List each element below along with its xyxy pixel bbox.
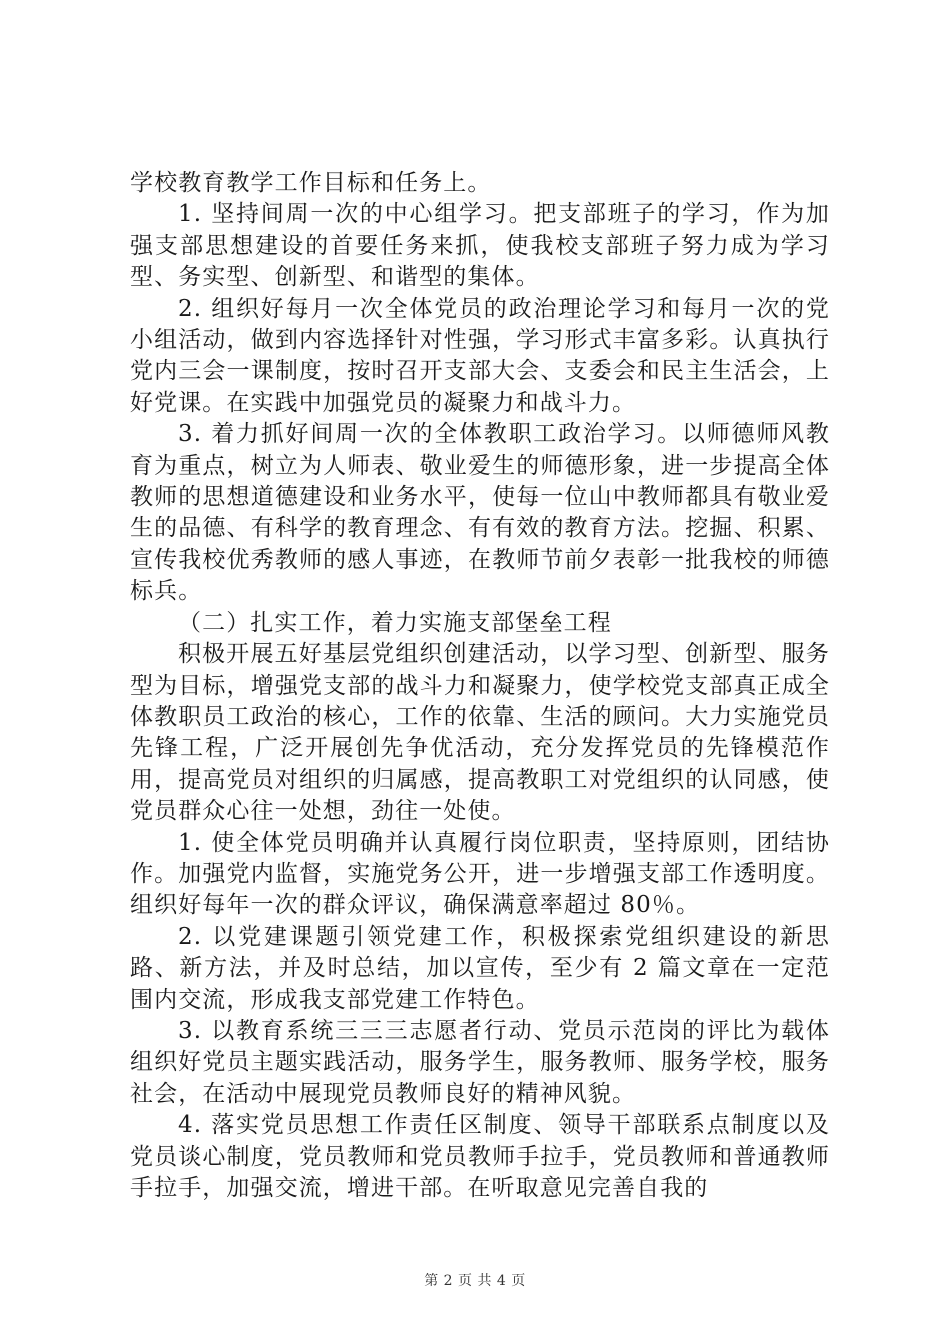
paragraph-section-item-2: 2. 以党建课题引领党建工作，积极探索党组织建设的新思路、新方法，并及时总结，加以宣传，至少有 2 篇文章在一定范围内交流，形成我支部党建工作特色。	[130, 923, 830, 1013]
paragraph-item-3: 3. 着力抓好间周一次的全体教职工政治学习。以师德师风教育为重点，树立为人师表、敬业爱生的师德形象，进一步提高全体教师的思想道德建设和业务水平，使每一位山中教师都具有敬业爱生的品德、有科学的教育理念、有有效的教育方法。挖掘、积累、宣传我校优秀教师的感人事迹，在教师节前夕表彰一批我校的师德标兵。	[130, 421, 830, 605]
paragraph-continuation: 学校教育教学工作目标和任务上。	[130, 170, 492, 196]
paragraph-section-item-4: 4. 落实党员思想工作责任区制度、领导干部联系点制度以及党员谈心制度，党员教师和党员教师手拉手，党员教师和普通教师手拉手，加强交流，增进干部。在听取意见完善自我的	[130, 1112, 830, 1201]
paragraph-section-item-3: 3. 以教育系统三三三志愿者行动、党员示范岗的评比为载体组织好党员主题实践活动，服务学生，服务教师、服务学校，服务社会，在活动中展现党员教师良好的精神风貌。	[130, 1017, 830, 1107]
paragraph-section-intro: 积极开展五好基层党组织创建活动，以学习型、创新型、服务型为目标，增强党支部的战斗力和凝聚力，使学校党支部真正成全体教职员工政治的核心，工作的依靠、生活的顾问。大力实施党员先锋工程，广泛开展创先争优活动，充分发挥党员的先锋模范作用，提高党员对组织的归属感，提高教职工对党组织的认同感，使党员群众心往一处想，劲往一处使。	[130, 641, 830, 825]
paragraph-section-item-1: 1. 使全体党员明确并认真履行岗位职责，坚持原则，团结协作。加强党内监督，实施党务公开，进一步增强支部工作透明度。组织好每年一次的群众评议，确保满意率超过 80％。	[130, 829, 830, 919]
page-number-footer: 第 2 页 共 4 页	[424, 1273, 526, 1289]
paragraph-item-1: 1. 坚持间周一次的中心组学习。把支部班子的学习，作为加强支部思想建设的首要任务来抓，使我校支部班子努力成为学习型、务实型、创新型、和谐型的集体。	[130, 201, 830, 291]
document-body	[130, 168, 830, 1204]
paragraph-item-2: 2. 组织好每月一次全体党员的政治理论学习和每月一次的党小组活动，做到内容选择针对性强，学习形式丰富多彩。认真执行党内三会一课制度，按时召开支部大会、支委会和民主生活会，上好党课。在实践中加强党员的凝聚力和战斗力。	[130, 295, 830, 416]
section-heading: （二）扎实工作，着力实施支部堡垒工程	[178, 609, 612, 636]
